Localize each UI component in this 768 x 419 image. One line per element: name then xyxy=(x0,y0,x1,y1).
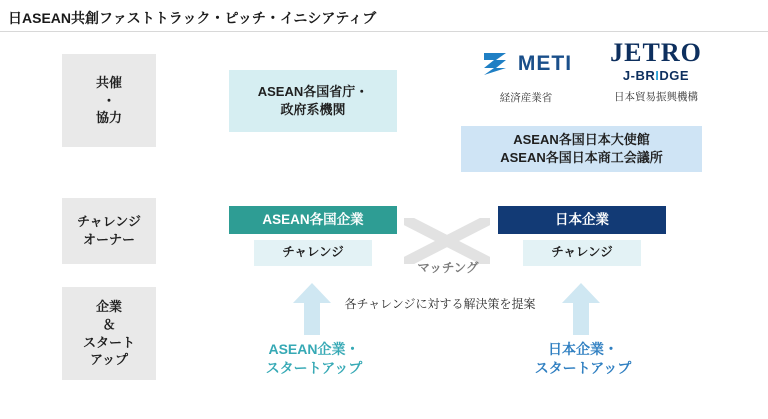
logo-jetro xyxy=(596,40,716,104)
meti-caption: 経済産業省 xyxy=(499,92,553,104)
jetro-caption: 日本貿易振興機構 xyxy=(614,91,698,103)
row-label-startup: 企業 ＆ スタート アップ xyxy=(62,287,156,380)
box-challenge-japan: チャレンジ xyxy=(523,240,641,266)
startup-label-japan: 日本企業・ スタートアップ xyxy=(534,341,632,376)
meti-logo-row xyxy=(480,44,572,84)
box-owner-asean: ASEAN各国企業 xyxy=(229,206,397,234)
jbridge-suffix: DGE xyxy=(659,68,690,83)
title-divider xyxy=(0,31,768,32)
page-title: 日ASEAN共創ファストトラック・ピッチ・イニシアティブ xyxy=(8,10,377,26)
row-label-cohost: 共催 ・ 協力 xyxy=(62,54,156,147)
box-challenge-asean: チャレンジ xyxy=(254,240,372,266)
box-japan-embassies: ASEAN各国日本大使館 ASEAN各国日本商工会議所 xyxy=(461,126,702,172)
jetro-wordmark: JETRO xyxy=(610,38,702,67)
meti-wordmark: METI xyxy=(517,52,573,75)
logo-meti xyxy=(466,44,586,105)
startup-label-asean: ASEAN企業・ スタートアップ xyxy=(265,341,363,376)
jbridge-dot: I xyxy=(655,68,660,83)
box-asean-ministries: ASEAN各国省庁・ 政府系機関 xyxy=(229,70,397,132)
jbridge-prefix: J-BR xyxy=(622,68,656,83)
meti-mark-icon xyxy=(480,49,510,79)
row-label-challenge-owner: チャレンジ オーナー xyxy=(62,198,156,264)
proposal-caption: 各チャレンジに対する解決策を提案 xyxy=(344,297,536,311)
matching-label: マッチング xyxy=(417,261,479,275)
jbridge-wordmark xyxy=(623,68,689,83)
box-owner-japan: 日本企業 xyxy=(498,206,666,234)
